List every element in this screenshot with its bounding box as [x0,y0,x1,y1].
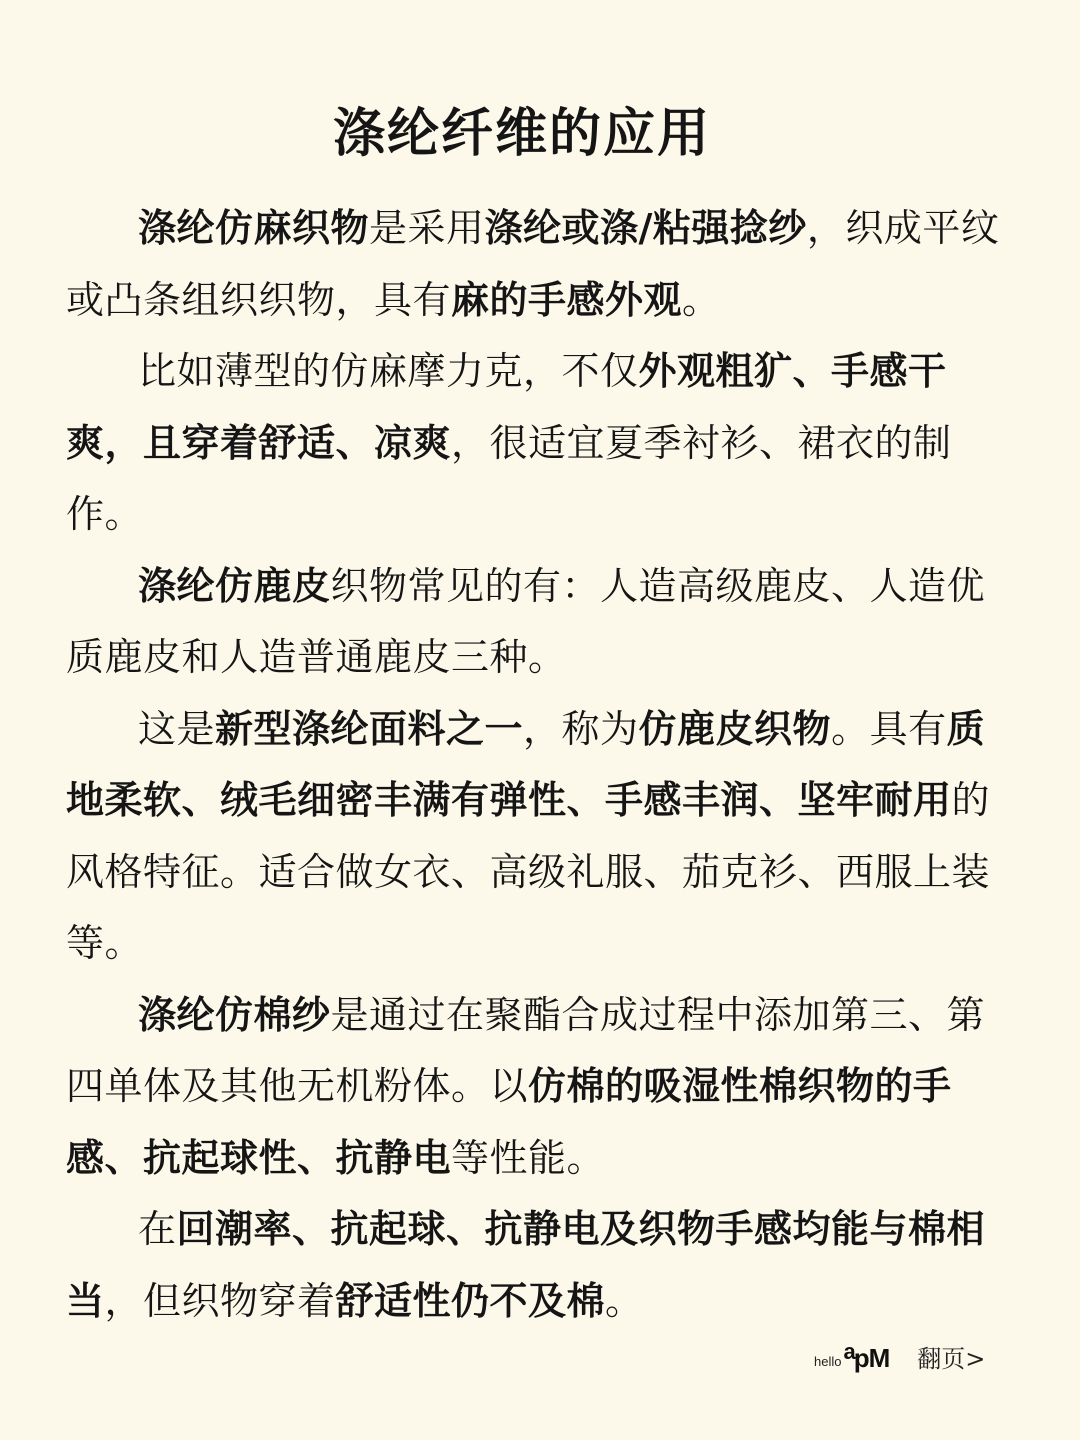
paragraph [66,980,1010,1195]
emphasis-text: 新型涤纶面料之一 [215,706,524,751]
emphasis-text: 涤纶仿麻织物 [138,206,370,250]
page-title: 涤纶纤维的应用 [332,104,711,164]
emphasis-text: 舒适性仍不及棉 [335,1278,606,1323]
body-text: 是采用 [369,206,485,250]
body-text: 等性能。 [451,1135,606,1180]
body-text: 的风格特征。适合做女衣、高级礼服、茄克衫、西服上装等。 [66,778,991,965]
emphasis-text: 仿鹿皮织物 [638,706,832,751]
body-text: ，织成平纹或凸条组织织物，具有 [66,206,1000,322]
body-text: ，很适宜夏季衬衫、裙衣的制作。 [66,420,952,536]
logo-hello-text: hello [814,1354,842,1369]
body-text: 。 [682,277,721,322]
body-text: ，但织物穿着 [104,1278,336,1323]
body-text: 。 [605,1278,644,1323]
logo-mark-sup: a [843,1339,855,1364]
paragraph [66,1194,1010,1337]
emphasis-text: 涤纶仿棉纱 [138,992,331,1037]
paragraph [66,193,1010,336]
brand-logo [814,1339,889,1373]
emphasis-text: 涤纶仿鹿皮 [138,563,331,608]
emphasis-text: 仿棉的吸湿性棉织物的手感、抗起球性、抗静电 [66,1064,952,1180]
body-text: 。具有 [831,706,947,751]
body-text: 是通过在聚酯合成过程中添加第三、第四单体及其他无机粉体。以 [66,992,986,1108]
logo-mark [843,1339,890,1373]
next-page-link[interactable]: 翻页> [917,1344,986,1373]
body-text: 织物常见的有：人造高级鹿皮、人造优质鹿皮和人造普通鹿皮三种。 [66,563,986,679]
logo-mark-main: pM [853,1343,890,1373]
emphasis-text: 涤纶或涤/粘强捻纱 [484,206,807,250]
footer [814,1336,985,1376]
body-text: 比如薄型的仿麻摩力克，不仅 [138,349,639,393]
paragraph [66,694,1010,980]
body-text: 在 [138,1207,177,1251]
paragraph [66,551,1010,694]
paragraph [66,336,1010,551]
emphasis-text: 回潮率、抗起球、抗静电及织物手感均能与棉相当 [66,1207,986,1323]
article-body [66,193,1010,1337]
body-text: ，称为 [523,706,639,751]
emphasis-text: 质地柔软、绒毛细密丰满有弹性、手感丰润、坚牢耐用 [66,706,986,822]
body-text: 这是 [138,706,216,751]
emphasis-text: 麻的手感外观 [451,277,683,322]
emphasis-text: 外观粗犷、手感干爽，且穿着舒适、凉爽 [66,349,947,465]
